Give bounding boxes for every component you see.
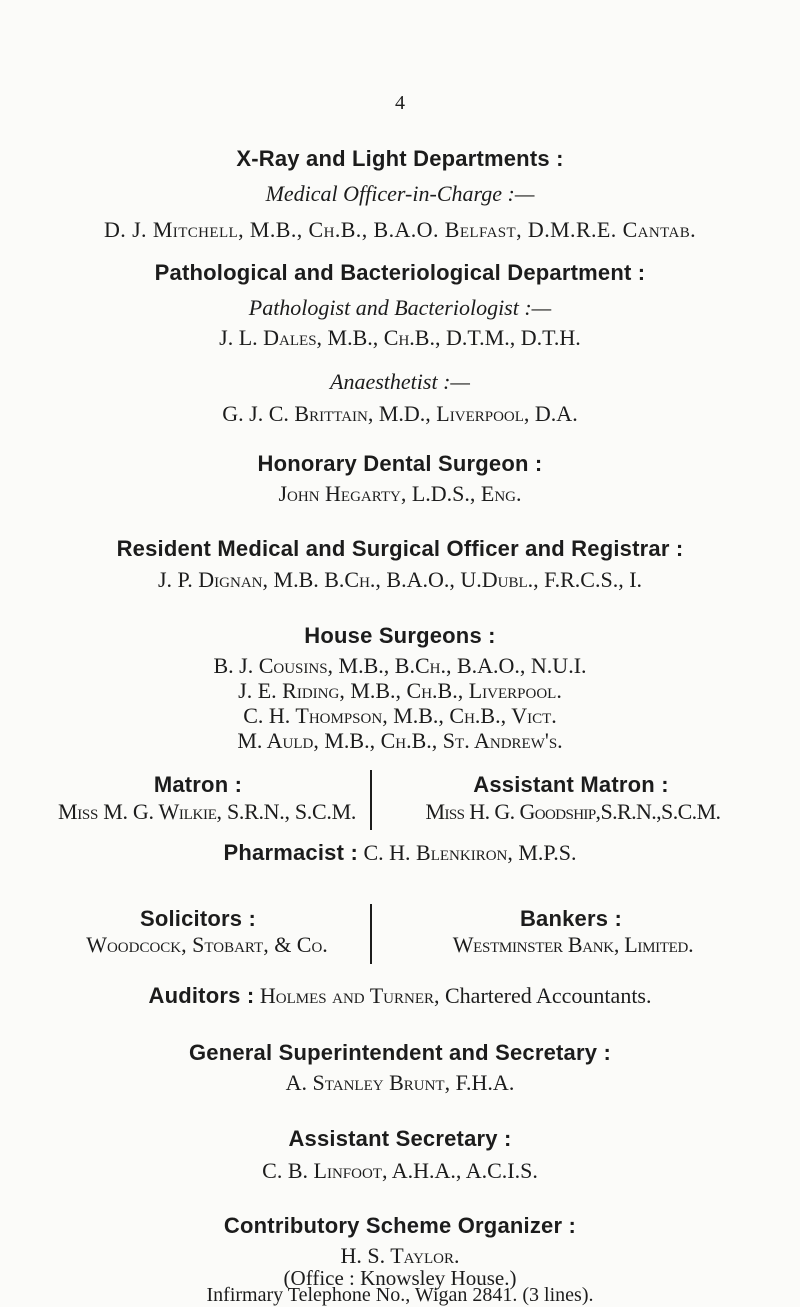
- pharmacist-line: [0, 840, 800, 866]
- infirmary-telephone: Infirmary Telephone No., Wigan 2841. (3 lines).: [206, 1284, 594, 1306]
- matron-heading: Matron :: [153, 772, 243, 797]
- house-surgeon-name: J. E. Riding, M.B., Ch.B., Liverpool.: [238, 678, 562, 703]
- anaesthetist-role: Anaesthetist :—: [330, 369, 470, 394]
- auditors-name: Holmes and Turner,: [259, 983, 440, 1008]
- solicitors-name: Woodcock, Stobart, & Co.: [86, 932, 328, 957]
- superintendent-heading: General Superintendent and Secretary :: [188, 1040, 612, 1065]
- assistant-secretary-heading: Assistant Secretary :: [288, 1126, 512, 1151]
- house-surgeon-name: M. Auld, M.B., Ch.B., St. Andrew's.: [237, 728, 563, 753]
- contributory-name: H. S. Taylor.: [340, 1243, 460, 1268]
- assistant-secretary-name: C. B. Linfoot, A.H.A., A.C.I.S.: [262, 1158, 538, 1183]
- house-surgeon-name: C. H. Thompson, M.B., Ch.B., Vict.: [243, 703, 557, 728]
- bankers-name: Westminster Bank, Limited.: [452, 932, 694, 957]
- dental-name: John Hegarty, L.D.S., Eng.: [278, 481, 522, 506]
- bankers-heading: Bankers :: [519, 906, 623, 931]
- xray-role: Medical Officer-in-Charge :—: [265, 181, 535, 206]
- dental-heading: Honorary Dental Surgeon :: [257, 451, 543, 476]
- assistant-matron-name: Miss H. G. Goodship,S.R.N.,S.C.M.: [425, 799, 721, 824]
- column-divider: [370, 904, 372, 964]
- pathology-name: J. L. Dales, M.B., Ch.B., D.T.M., D.T.H.: [219, 325, 581, 350]
- solicitors-heading: Solicitors :: [139, 906, 257, 931]
- assistant-matron-heading: Assistant Matron :: [473, 772, 669, 797]
- matron-name: Miss M. G. Wilkie, S.R.N., S.C.M.: [57, 799, 357, 824]
- resident-heading: Resident Medical and Surgical Officer and Registrar :: [116, 536, 684, 561]
- superintendent-name: A. Stanley Brunt, F.H.A.: [285, 1070, 515, 1095]
- anaesthetist-name: G. J. C. Brittain, M.D., Liverpool, D.A.: [222, 401, 578, 426]
- pathology-heading: Pathological and Bacteriological Department :: [154, 260, 646, 285]
- house-surgeons-heading: House Surgeons :: [304, 623, 496, 648]
- contributory-heading: Contributory Scheme Organizer :: [223, 1213, 577, 1238]
- pharmacist-name: C. H. Blenkiron, M.P.S.: [363, 840, 577, 865]
- auditors-line: [0, 983, 800, 1009]
- xray-heading: X-Ray and Light Departments :: [236, 146, 564, 171]
- house-surgeon-name: B. J. Cousins, M.B., B.Ch., B.A.O., N.U.I.: [213, 653, 587, 678]
- pharmacist-label: Pharmacist :: [223, 840, 358, 865]
- column-divider: [370, 770, 372, 830]
- contributory-office: (Office : Knowsley House.): [283, 1266, 517, 1290]
- xray-name: D. J. Mitchell, M.B., Ch.B., B.A.O. Belfast, D.M.R.E. Cantab.: [103, 217, 697, 242]
- page-number: 4: [395, 92, 405, 114]
- auditors-detail: Chartered Accountants.: [445, 983, 652, 1008]
- auditors-label: Auditors :: [148, 983, 255, 1008]
- resident-name: J. P. Dignan, M.B. B.Ch., B.A.O., U.Dubl., F.R.C.S., I.: [157, 567, 643, 592]
- pathology-role: Pathologist and Bacteriologist :—: [248, 295, 552, 320]
